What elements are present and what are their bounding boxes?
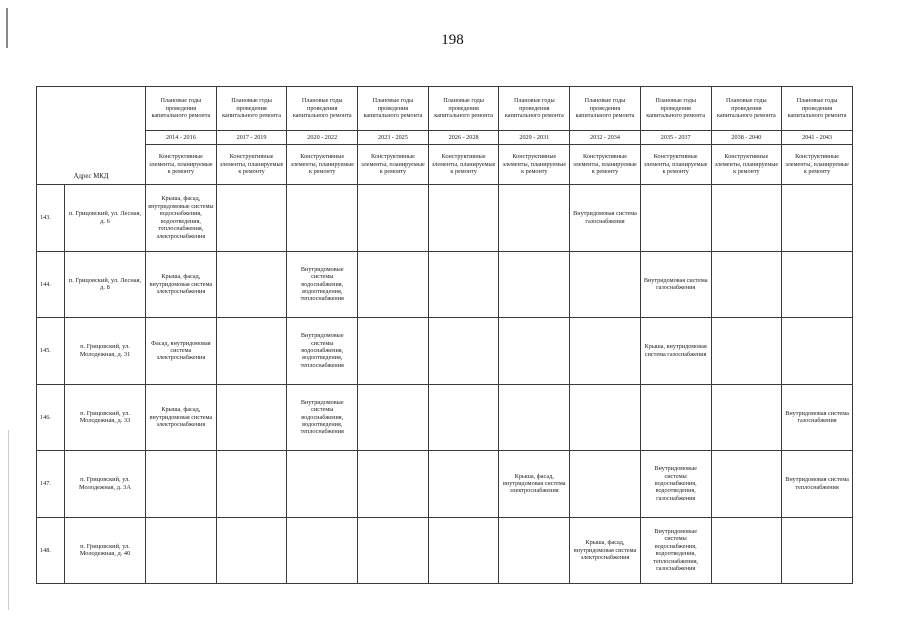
repair-cell [428,185,499,252]
repair-cell: Внутридомовые системы водоснабжения, водоотведения, газоснабжения [640,451,711,518]
plan-header-cell: Плановые годы проведения капитального ремонта [287,87,358,131]
repair-cell [570,318,641,385]
plan-header-row [37,87,853,131]
repair-cell [499,517,570,584]
repair-cell [499,384,570,451]
scan-artifact-top [6,8,8,48]
repair-cell [358,185,429,252]
repair-cell [711,185,782,252]
repair-cell [216,318,287,385]
repair-cell: Внутридомовые системы водоснабжения, водоотведения, теплоснабжения [287,251,358,318]
table-row [37,384,853,451]
plan-header-cell: Плановые годы проведения капитального ремонта [570,87,641,131]
repair-cell: Крыша, фасад, внутридомовая система электроснабжения [146,251,217,318]
repair-cell [216,451,287,518]
row-address: п. Грицовский, ул. Лесная, д. 6 [65,185,146,252]
elements-header-cell: Конструктивные элементы, планируемые к ремонту [570,145,641,185]
plan-header-cell: Плановые годы проведения капитального ремонта [782,87,853,131]
plan-header-cell: Плановые годы проведения капитального ремонта [428,87,499,131]
plan-header-cell: Плановые годы проведения капитального ремонта [216,87,287,131]
repair-cell: Внутридомовая система газоснабжения [640,251,711,318]
capital-repair-table [36,86,853,584]
repair-cell: Внутридомовые системы водоснабжения, водоотведения, теплоснабжения, газоснабжения [640,517,711,584]
repair-cell: Внутридомовая система теплоснабжения [782,451,853,518]
repair-cell [782,251,853,318]
elements-header-cell: Конструктивные элементы, планируемые к ремонту [782,145,853,185]
repair-cell: Внутридомовая система газоснабжения [782,384,853,451]
row-number: 145. [37,318,65,385]
repair-cell [358,318,429,385]
plan-header-cell: Плановые годы проведения капитального ремонта [640,87,711,131]
repair-cell [499,318,570,385]
plan-header-cell: Плановые годы проведения капитального ремонта [358,87,429,131]
row-number: 147. [37,451,65,518]
repair-cell [358,517,429,584]
period-cell: 2038 - 2040 [711,131,782,145]
plan-header-cell: Плановые годы проведения капитального ремонта [146,87,217,131]
repair-cell [640,384,711,451]
repair-cell [499,185,570,252]
repair-cell [711,318,782,385]
period-cell: 2041 - 2043 [782,131,853,145]
period-cell: 2020 - 2022 [287,131,358,145]
scan-artifact-bottom [8,430,9,610]
repair-cell: Внутридомовые системы водоснабжения, водоотведения, теплоснабжения [287,318,358,385]
elements-header-cell: Конструктивные элементы, планируемые к ремонту [358,145,429,185]
repair-cell [216,251,287,318]
table-row [37,185,853,252]
repair-cell [216,185,287,252]
period-cell: 2023 - 2025 [358,131,429,145]
repair-cell: Крыша, фасад, внутридомовая система электроснабжения [499,451,570,518]
elements-header-cell: Конструктивные элементы, планируемые к ремонту [216,145,287,185]
repair-cell [640,185,711,252]
period-cell: 2029 - 2031 [499,131,570,145]
repair-cell [711,251,782,318]
table-row [37,451,853,518]
repair-cell: Фасад, внутридомовая система электроснабжения [146,318,217,385]
period-cell: 2035 - 2037 [640,131,711,145]
page-number: 198 [441,32,464,48]
repair-cell [428,517,499,584]
period-row [37,131,853,145]
repair-cell: Внутридомовые системы водоснабжения, водоотведения, теплоснабжения [287,384,358,451]
repair-cell [570,251,641,318]
elements-header-cell: Конструктивные элементы, планируемые к ремонту [428,145,499,185]
repair-cell [358,451,429,518]
row-address: п. Грицовский, ул. Молодежная, д. 33 [65,384,146,451]
repair-cell: Внутридомовая система газоснабжения [570,185,641,252]
repair-cell [711,517,782,584]
repair-cell [570,451,641,518]
repair-cell: Крыша, фасад, внутридомовая система электроснабжения [570,517,641,584]
repair-cell [287,451,358,518]
repair-cell [216,384,287,451]
repair-cell [287,517,358,584]
elements-header-cell: Конструктивные элементы, планируемые к ремонту [287,145,358,185]
plan-header-cell: Плановые годы проведения капитального ремонта [711,87,782,131]
table-row [37,517,853,584]
repair-cell [782,185,853,252]
period-cell: 2017 - 2019 [216,131,287,145]
table-row [37,251,853,318]
repair-cell [428,451,499,518]
repair-cell [428,251,499,318]
elements-header-cell: Конструктивные элементы, планируемые к ремонту [146,145,217,185]
repair-cell [428,318,499,385]
elements-header-cell: Конструктивные элементы, планируемые к ремонту [499,145,570,185]
repair-cell [428,384,499,451]
repair-cell [570,384,641,451]
table-row [37,318,853,385]
address-header: Адрес МКД [37,87,146,185]
row-number: 144. [37,251,65,318]
period-cell: 2026 - 2028 [428,131,499,145]
repair-cell [287,185,358,252]
repair-cell: Крыша, фасад, внутридомовые системы водоснабжения, водоотведения, теплоснабжения, электроснабжения [146,185,217,252]
row-address: п. Грицовский, ул. Лесная, д. 8 [65,251,146,318]
row-address: п. Грицовский, ул. Молодежная, д. 3А [65,451,146,518]
row-number: 146. [37,384,65,451]
elements-header-row [37,145,853,185]
plan-header-cell: Плановые годы проведения капитального ремонта [499,87,570,131]
elements-header-cell: Конструктивные элементы, планируемые к ремонту [711,145,782,185]
row-number: 148. [37,517,65,584]
repair-cell [358,251,429,318]
row-number: 143. [37,185,65,252]
row-address: п. Грицовский, ул. Молодежная, д. 40 [65,517,146,584]
elements-header-cell: Конструктивные элементы, планируемые к ремонту [640,145,711,185]
repair-cell [499,251,570,318]
repair-cell [146,517,217,584]
repair-cell [782,318,853,385]
repair-cell [711,384,782,451]
row-address: п. Грицовский, ул. Молодежная, д. 31 [65,318,146,385]
repair-cell [358,384,429,451]
period-cell: 2014 - 2016 [146,131,217,145]
repair-cell [216,517,287,584]
repair-cell [711,451,782,518]
repair-cell [782,517,853,584]
period-cell: 2032 - 2034 [570,131,641,145]
repair-cell: Крыша, фасад, внутридомовая система электроснабжения [146,384,217,451]
repair-cell: Крыша, внутридомовая система газоснабжения [640,318,711,385]
repair-cell [146,451,217,518]
